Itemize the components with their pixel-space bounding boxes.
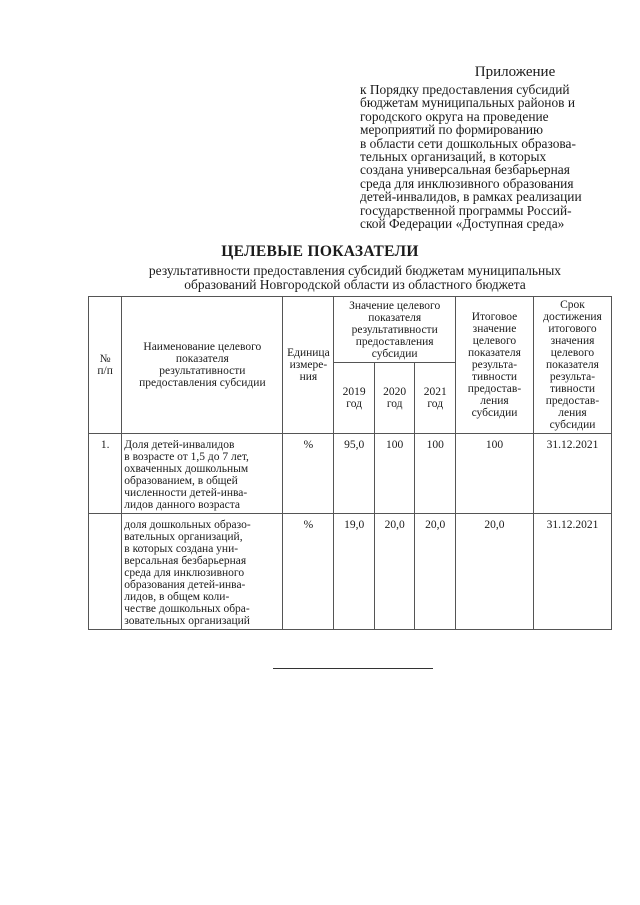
header-name: Наименование целевого показателя результативности предоставления субсидии: [122, 297, 283, 434]
table-header-row: [89, 297, 612, 363]
appendix-text: к Порядку предоставления субсидий бюджетам муниципальных районов и городского округа на проведение мероприятий по формированию в области сети дошкольных образова- тельных организаций, в которых создана универсальная безбарьерная среда для инклюзивного образования детей-инвалидов, в рамках реализации государственной программы Россий- ской Федерации «Доступная среда»: [360, 82, 582, 232]
row-final-value: 100: [456, 434, 534, 514]
row-unit: %: [283, 514, 334, 630]
header-num: № п/п: [89, 297, 122, 434]
row-term: 31.12.2021: [533, 514, 611, 630]
row-value-2019: 19,0: [334, 514, 375, 630]
header-year-2019: 2019 год: [334, 363, 375, 434]
header-value-group: Значение целевого показателя результативности предоставления субсидии: [334, 297, 456, 363]
table-row: [89, 514, 612, 630]
header-unit: Единица измере- ния: [283, 297, 334, 434]
row-num: 1.: [89, 434, 122, 514]
row-unit: %: [283, 434, 334, 514]
document-title: ЦЕЛЕВЫЕ ПОКАЗАТЕЛИ: [221, 243, 419, 260]
row-value-2021: 20,0: [415, 514, 456, 630]
header-final-value: Итоговое значение целевого показателя результа- тивности предостав- ления субсидии: [456, 297, 534, 434]
document-subtitle: результативности предоставления субсидий бюджетам муниципальных образований Новгородской области из областного бюджета: [148, 263, 562, 292]
row-name: доля дошкольных образо- вательных организаций, в которых создана уни- версальная безбарьерная среда для инклюзивного образования детей-инва- лидов, в общем коли- честве дошкольных обра- зовательных организаций: [122, 514, 283, 630]
row-value-2021: 100: [415, 434, 456, 514]
row-num: [89, 514, 122, 630]
header-term: Срок достижения итогового значения целевого показателя результа- тивности предостав- ления субсидии: [533, 297, 611, 434]
targets-table: [88, 296, 612, 630]
appendix-title: Приложение: [474, 64, 556, 80]
row-value-2020: 100: [374, 434, 415, 514]
table-row: [89, 434, 612, 514]
header-year-2021: 2021 год: [415, 363, 456, 434]
row-name: Доля детей-инвалидов в возрасте от 1,5 до 7 лет, охваченных дошкольным образованием, в общей численности детей-инва- лидов данного возраста: [122, 434, 283, 514]
header-year-2020: 2020 год: [374, 363, 415, 434]
row-final-value: 20,0: [456, 514, 534, 630]
row-value-2019: 95,0: [334, 434, 375, 514]
row-value-2020: 20,0: [374, 514, 415, 630]
row-term: 31.12.2021: [533, 434, 611, 514]
closing-divider: [273, 668, 433, 669]
appendix-header: [360, 64, 610, 230]
